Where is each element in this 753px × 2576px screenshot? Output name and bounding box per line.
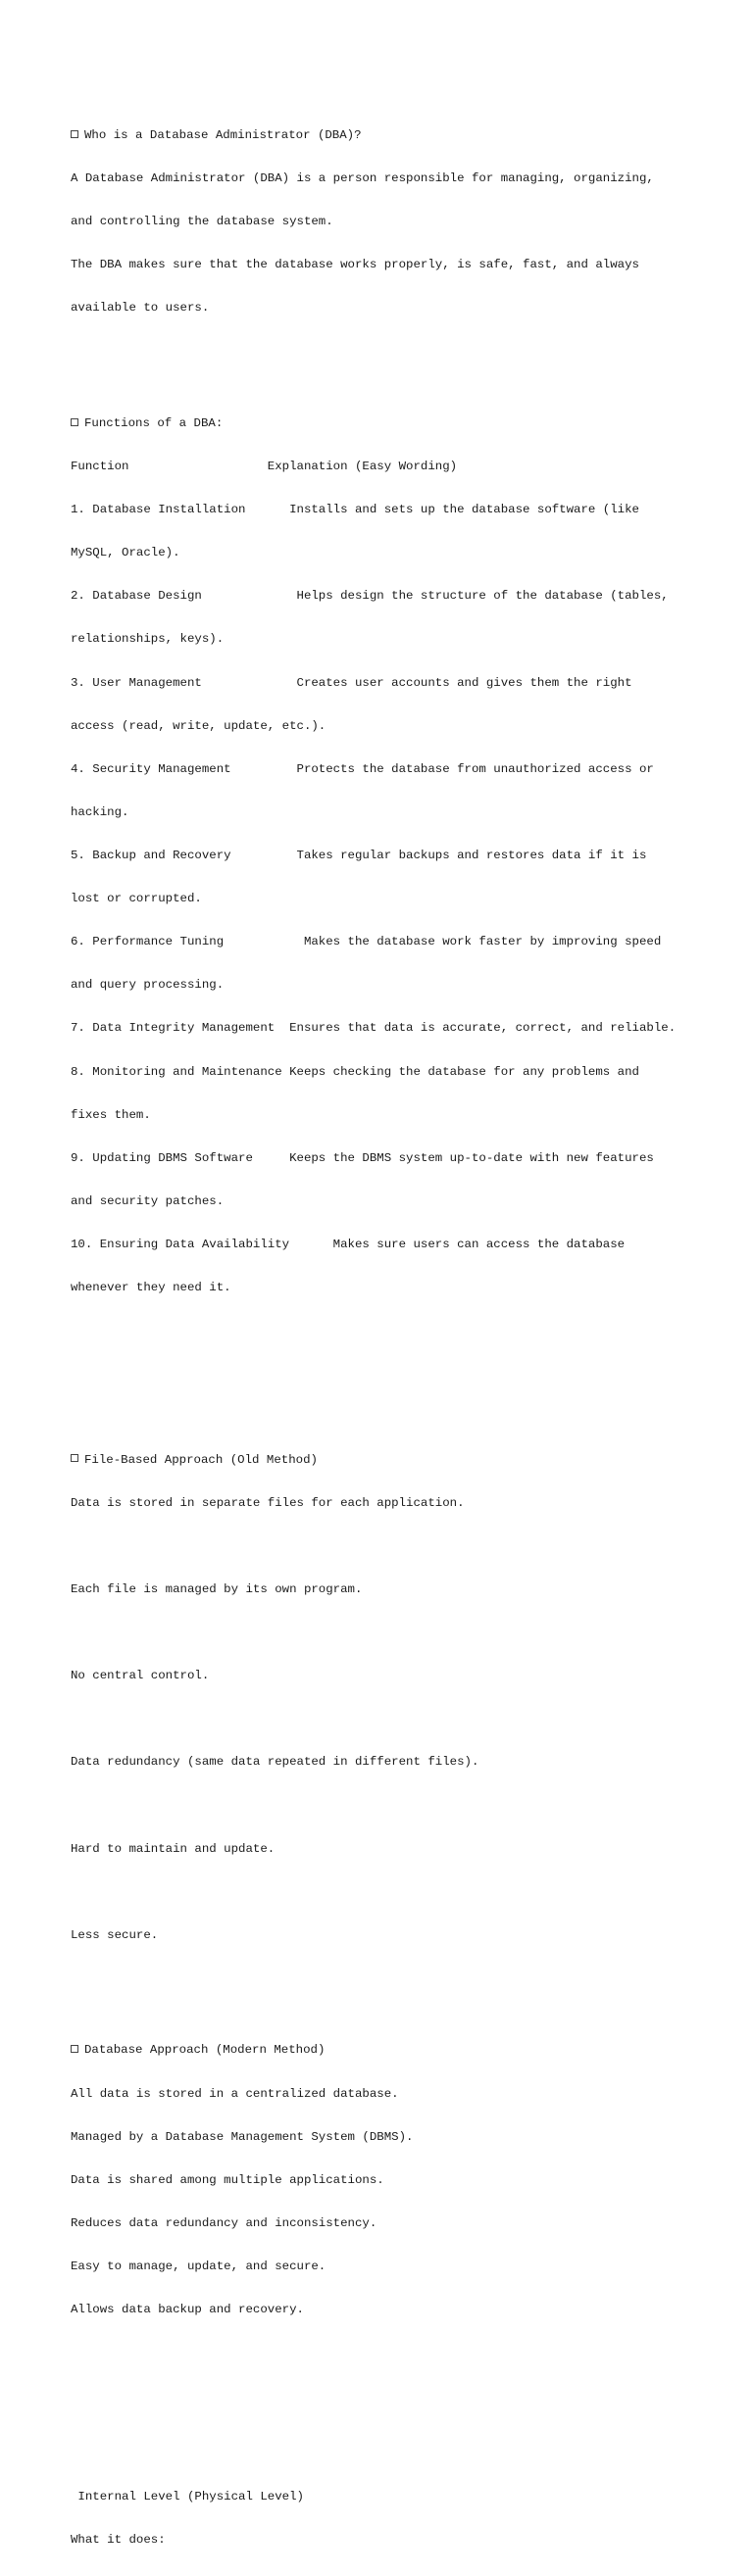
- functions-line: and query processing.: [71, 978, 225, 993]
- functions-line: 6. Performance Tuning Makes the database work faster by improving speed: [71, 935, 662, 949]
- section-gap: [71, 2360, 698, 2432]
- database-approach-line: Reduces data redundancy and inconsistency.: [71, 2215, 377, 2230]
- file-based-heading: File-Based Approach (Old Method): [71, 1453, 698, 1468]
- file-based-line: Data redundancy (same data repeated in different files).: [71, 1755, 479, 1770]
- functions-line: fixes them.: [71, 1107, 151, 1122]
- functions-line: Function Explanation (Easy Wording): [71, 459, 458, 473]
- bullet-icon: [71, 1454, 78, 1462]
- functions-line: 9. Updating DBMS Software Keeps the DBMS system up-to-date with new features: [71, 1150, 654, 1165]
- bullet-icon: [71, 418, 78, 426]
- bullet-icon: [71, 130, 78, 138]
- section-gap: [71, 1338, 698, 1395]
- file-based-line: [71, 1539, 698, 1554]
- database-approach-line: Easy to manage, update, and secure.: [71, 2259, 326, 2273]
- database-approach-line: All data is stored in a centralized database.: [71, 2086, 399, 2101]
- functions-line: 2. Database Design Helps design the structure of the database (tables,: [71, 589, 669, 604]
- database-approach-heading: Database Approach (Modern Method): [71, 2043, 698, 2058]
- functions-line: lost or corrupted.: [71, 892, 202, 906]
- database-approach-line: Data is shared among multiple applications.: [71, 2172, 384, 2187]
- functions-line: 8. Monitoring and Maintenance Keeps checking the database for any problems and: [71, 1064, 639, 1079]
- internal-level-line: What it does:: [71, 2532, 166, 2547]
- functions-line: 4. Security Management Protects the database from unauthorized access or: [71, 761, 654, 776]
- file-based-line: [71, 1626, 698, 1640]
- functions-line: hacking.: [71, 804, 129, 819]
- blank-line: [71, 1971, 698, 1986]
- dba-line: A Database Administrator (DBA) is a person responsible for managing, organizing,: [71, 170, 654, 185]
- file-based-line: Each file is managed by its own program.: [71, 1581, 363, 1596]
- database-approach-line: Allows data backup and recovery.: [71, 2303, 304, 2317]
- dba-line: available to users.: [71, 301, 210, 316]
- functions-heading: Functions of a DBA:: [71, 416, 698, 431]
- functions-line: 10. Ensuring Data Availability Makes sure users can access the database: [71, 1237, 626, 1251]
- file-based-line: Less secure.: [71, 1927, 159, 1942]
- functions-line: 3. User Management Creates user accounts and gives them the right: [71, 675, 632, 690]
- file-based-line: No central control.: [71, 1669, 210, 1683]
- file-based-line: Hard to maintain and update.: [71, 1841, 276, 1856]
- functions-line: 5. Backup and Recovery Takes regular backups and restores data if it is: [71, 848, 647, 862]
- functions-line: access (read, write, update, etc.).: [71, 718, 326, 733]
- internal-level-heading: Internal Level (Physical Level): [71, 2489, 304, 2503]
- functions-line: relationships, keys).: [71, 632, 225, 647]
- dba-line: The DBA makes sure that the database works properly, is safe, fast, and always: [71, 258, 639, 272]
- functions-line: and security patches.: [71, 1193, 225, 1208]
- functions-line: 7. Data Integrity Management Ensures that data is accurate, correct, and reliable.: [71, 1021, 677, 1036]
- blank-line: [71, 344, 698, 359]
- bullet-icon: [71, 2045, 78, 2053]
- document-page: [71, 71, 698, 2576]
- file-based-line: Data is stored in separate files for each application.: [71, 1495, 465, 1510]
- functions-line: 1. Database Installation Installs and sets up the database software (like: [71, 503, 639, 517]
- database-approach-line: Managed by a Database Management System (DBMS).: [71, 2129, 414, 2144]
- dba-heading: Who is a Database Administrator (DBA)?: [71, 128, 698, 143]
- file-based-line: [71, 1799, 698, 1814]
- file-based-line: [71, 1885, 698, 1900]
- functions-line: whenever they need it.: [71, 1281, 231, 1295]
- dba-line: and controlling the database system.: [71, 215, 333, 229]
- functions-line: MySQL, Oracle).: [71, 546, 180, 560]
- file-based-line: [71, 1712, 698, 1726]
